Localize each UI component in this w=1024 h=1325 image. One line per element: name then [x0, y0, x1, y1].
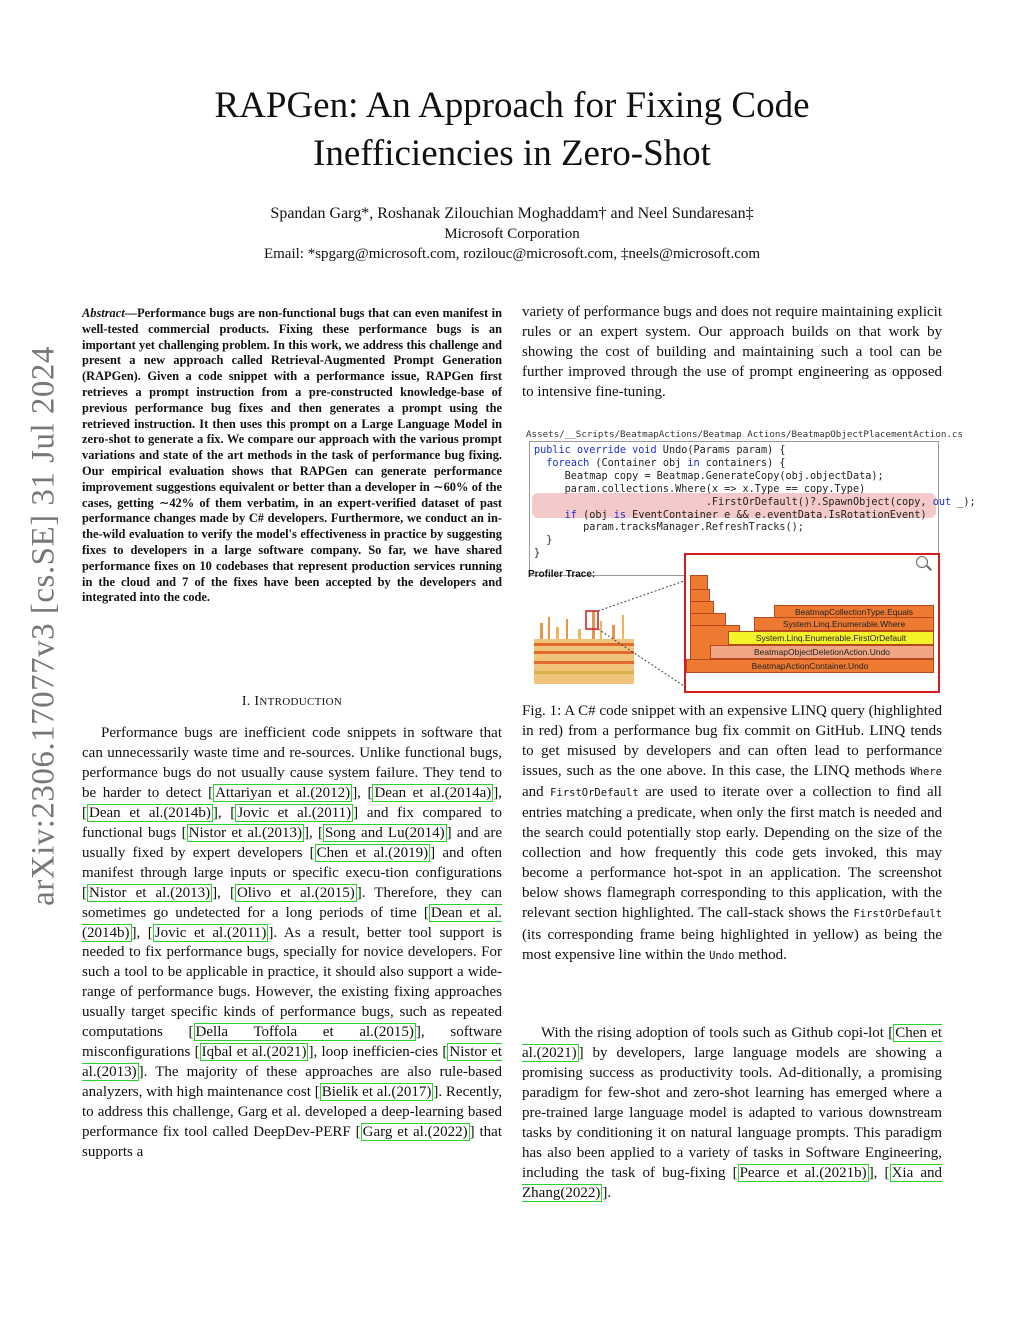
citation-link[interactable]: Bielik et al.(2017) — [321, 1084, 432, 1101]
abstract — [82, 306, 502, 606]
code-line: foreach (Container obj in containers) { — [546, 457, 786, 469]
profiler-trace-label: Profiler Trace: — [528, 569, 596, 580]
code-line: Beatmap copy = Beatmap.GenerateCopy(obj.objectData); — [564, 470, 884, 482]
flame-frame: BeatmapObjectDeletionAction.Undo — [710, 645, 934, 659]
flame-frame: BeatmapCollectionType.Equals — [774, 605, 934, 619]
flame-spike — [600, 621, 602, 639]
citation-link[interactable]: Nistor et al.(2013) — [188, 824, 302, 841]
citation-link[interactable]: Chen et al.(2021) — [522, 1025, 942, 1061]
right-column-bottom — [522, 1024, 942, 1204]
citation-link[interactable]: Xia and Zhang(2022) — [522, 1164, 942, 1201]
code-line: } — [546, 535, 553, 547]
citation-link[interactable]: Olivo et al.(2015) — [236, 884, 355, 901]
arxiv-sidebar-stamp — [14, 296, 74, 956]
paper-title — [0, 82, 1024, 178]
flame-spike — [566, 619, 568, 639]
citation-link[interactable]: Dean et al.(2014b) — [89, 804, 211, 821]
intro-paragraph: Performance bugs are inefficient code snippets in software that can unnecessarily waste time and re-sources. Unlike functional bugs, performance bugs do not usually cause system failure. They tend to be harder to detect [ Attariyan et al.(2012) ], [ Dean et al.(2014a) ], [ Dean et al.(2014b) ], [ Jovic et al.(2011) ] and fix compared to functional bugs [ Nistor et al.(2013) ], [ Song and Lu(2014) ] and are usually fixed by expert developers [ Chen et al.(2019) ] and often manifest through large inputs or specific execu-tion configurations [ Nistor et al.(2013) ], [ Olivo et al.(2015) ]. Therefore, they can sometimes go undetected for a long periods of time [ Dean et al.(2014b) ], [ Jovic et al.(2011) ]. As a result, better tool support is needed to fix performance bugs, specially for novice developers. For such a tool to be applicable in practice, it should also support a wide-range of performance bugs. However, the existing fixing approaches usually target specific kinds of performance bugs, such as repeated computations [ Della Toffola et al.(2015) ], software misconfigurations [ Iqbal et al.(2021) ], loop inefficien-cies [ Nistor et al.(2013) ]. The majority of these approaches are also rule-based analyzers, with high maintenance cost [ Bielik et al.(2017) ]. Recently, to address this challenge, Garg et al. developed a deep-learning based performance fix tool called DeepDev-PERF [ Garg et al.(2022) ] that supports a — [82, 725, 503, 1161]
citation-link[interactable]: Della Toffola et al.(2015) — [195, 1024, 414, 1041]
introduction-body — [82, 724, 502, 1163]
citation-link[interactable]: Dean et al.(2014b) — [82, 904, 502, 941]
citation-link[interactable]: Pearce et al.(2021b) — [739, 1164, 867, 1181]
flame-stripe — [534, 671, 634, 674]
flame-spike — [540, 623, 543, 639]
title-line-2: Inefficiencies in Zero-Shot — [313, 133, 711, 174]
flame-stripe — [534, 661, 634, 664]
citation-link[interactable]: Iqbal et al.(2021) — [201, 1044, 307, 1061]
arxiv-id: arXiv:2306.17077v3 [cs.SE] 31 Jul 2024 — [25, 346, 62, 906]
section-title-first: I — [254, 694, 260, 709]
citation-link[interactable]: Dean et al.(2014a) — [374, 784, 492, 801]
code-file-path: Assets/__Scripts/BeatmapActions/Beatmap Actions/BeatmapObjectPlacementAction.cs — [526, 429, 963, 440]
section-heading-introduction — [82, 694, 502, 710]
flame-stripe — [534, 651, 634, 654]
abstract-lead: Abstract — [82, 306, 125, 320]
paragraph: variety of performance bugs and does not require maintaining explicit rules or an expert system. Our approach builds on that work by showing the cost of building and maintaining such a tool can be further improved through the use of prompt engineering as opposed to intensive fine-tuning. — [522, 304, 942, 400]
flame-spike — [578, 629, 581, 639]
affiliation: Microsoft Corporation — [444, 226, 580, 242]
flame-spike — [548, 617, 550, 639]
abstract-text: —Performance bugs are non-functional bugs that can even manifest in well-tested commercial products. Fixing these performance bugs is an important yet challenging problem. In this work, we address this challenge and present a new approach called Retrieval-Augmented Prompt Generation (RAPGen). Given a code snippet with a performance issue, RAPGen first retrieves a prompt instruction from a pre-constructed knowledge-base of previous performance bug fixes and then generates a prompt using the retrieved instruction. It then uses this prompt on a Large Language Model in zero-shot to generate a fix. We compare our approach with the various prompt variations and state of the art methods in the task of performance bug fixing. Our empirical evaluation shows that RAPGen can generate performance improvement suggestions equivalent or better than a developer in ∼60% of the cases, getting ∼42% of them verbatim, in an expert-verified dataset of past performance changes made by C# developers. Furthermore, we conduct an in-the-wild evaluation to verify the model's effectiveness in practice by suggesting fixes to developers in a large software company. So far, we have shared performance fixes on 10 codebases that represent production services running in the cloud and 7 of the fixes have been accepted by the developers and integrated into the code. — [82, 306, 502, 605]
flamegraph-zoom-panel — [684, 553, 940, 693]
flame-frame: System.Linq.Enumerable.FirstOrDefault — [728, 631, 934, 645]
figure-1 — [526, 426, 976, 688]
flame-spike — [556, 627, 559, 639]
code-line: param.tracksManager.RefreshTracks(); — [583, 522, 804, 534]
code-line: if (obj is EventContainer e && e.eventData.IsRotationEvent) — [564, 509, 927, 521]
figure-caption: Fig. 1: A C# code snippet with an expensive LINQ query (highlighted in red) from a performance bug fix commit on GitHub. LINQ tends to get misused by developers and can often lead to performance issues, such as the one above. In this case, the LINQ methods Where and FirstOrDefault are used to iterate over a collection to find all entries matching a predicate, when only the first match is needed and the search could potentially stop early. Depending on the size of the collection and how frequently this code gets invoked, this may become a performance hot-spot in an application. The screenshot below shows flamegraph corresponding to this application, with the relevant section highlighted. The call-stack shows the FirstOrDefault (its corresponding frame being highlighted in yellow) as being the most expensive line within the Undo method. — [522, 703, 942, 963]
author-list: Spandan Garg*, Roshanak Zilouchian Moghaddam† and Neel Sundaresan‡ — [270, 205, 754, 222]
title-line-1: RAPGen: An Approach for Fixing Code — [214, 85, 810, 126]
citation-link[interactable]: Nistor et al.(2013) — [82, 1044, 502, 1081]
code-line: public override void Undo(Params param) { — [534, 445, 786, 456]
citation-link[interactable]: Jovic et al.(2011) — [237, 804, 352, 821]
citation-link[interactable]: Garg et al.(2022) — [362, 1124, 468, 1141]
flame-spike — [622, 615, 624, 639]
right-column-top — [522, 303, 942, 403]
paragraph: With the rising adoption of tools such as Github copi-lot [ Chen et al.(2021) ] by developers, large language models are showing a promising success as productivity tools. Ad-ditionally, a promising paradigm for few-shot and zero-shot learning has emerged where a pre-trained large language model is adapted to various downstream tasks by conditioning it on natural language prompts. This paradigm has also been applied to a variety of tasks in Software Engineering, including the task of bug-fixing [ Pearce et al.(2021b) ], [ Xia and Zhang(2022) ]. — [522, 1025, 942, 1201]
flame-frame: BeatmapActionContainer.Undo — [686, 659, 934, 673]
zoom-connector — [598, 581, 684, 611]
section-number: I. — [241, 694, 251, 709]
citation-link[interactable]: Chen et al.(2019) — [316, 844, 429, 861]
flame-spike — [612, 625, 615, 639]
section-title-rest: NTRODUCTION — [259, 696, 343, 708]
flamegraph-overview — [526, 581, 686, 688]
citation-link[interactable]: Song and Lu(2014) — [324, 824, 445, 841]
flame-frame: System.Linq.Enumerable.Where — [754, 617, 934, 631]
citation-link[interactable]: Jovic et al.(2011) — [154, 924, 267, 941]
citation-link[interactable]: Nistor et al.(2013) — [89, 884, 211, 901]
email-line: Email: *spgarg@microsoft.com, rozilouc@microsoft.com, ‡neels@microsoft.com — [263, 246, 761, 262]
code-line: param.collections.Where(x => x.Type == copy.Type) — [564, 483, 866, 495]
code-line: } — [534, 548, 541, 560]
flame-spike — [592, 611, 595, 639]
citation-link[interactable]: Attariyan et al.(2012) — [215, 784, 351, 801]
code-line: .FirstOrDefault()?.SpawnObject(copy, out _); — [705, 496, 976, 508]
